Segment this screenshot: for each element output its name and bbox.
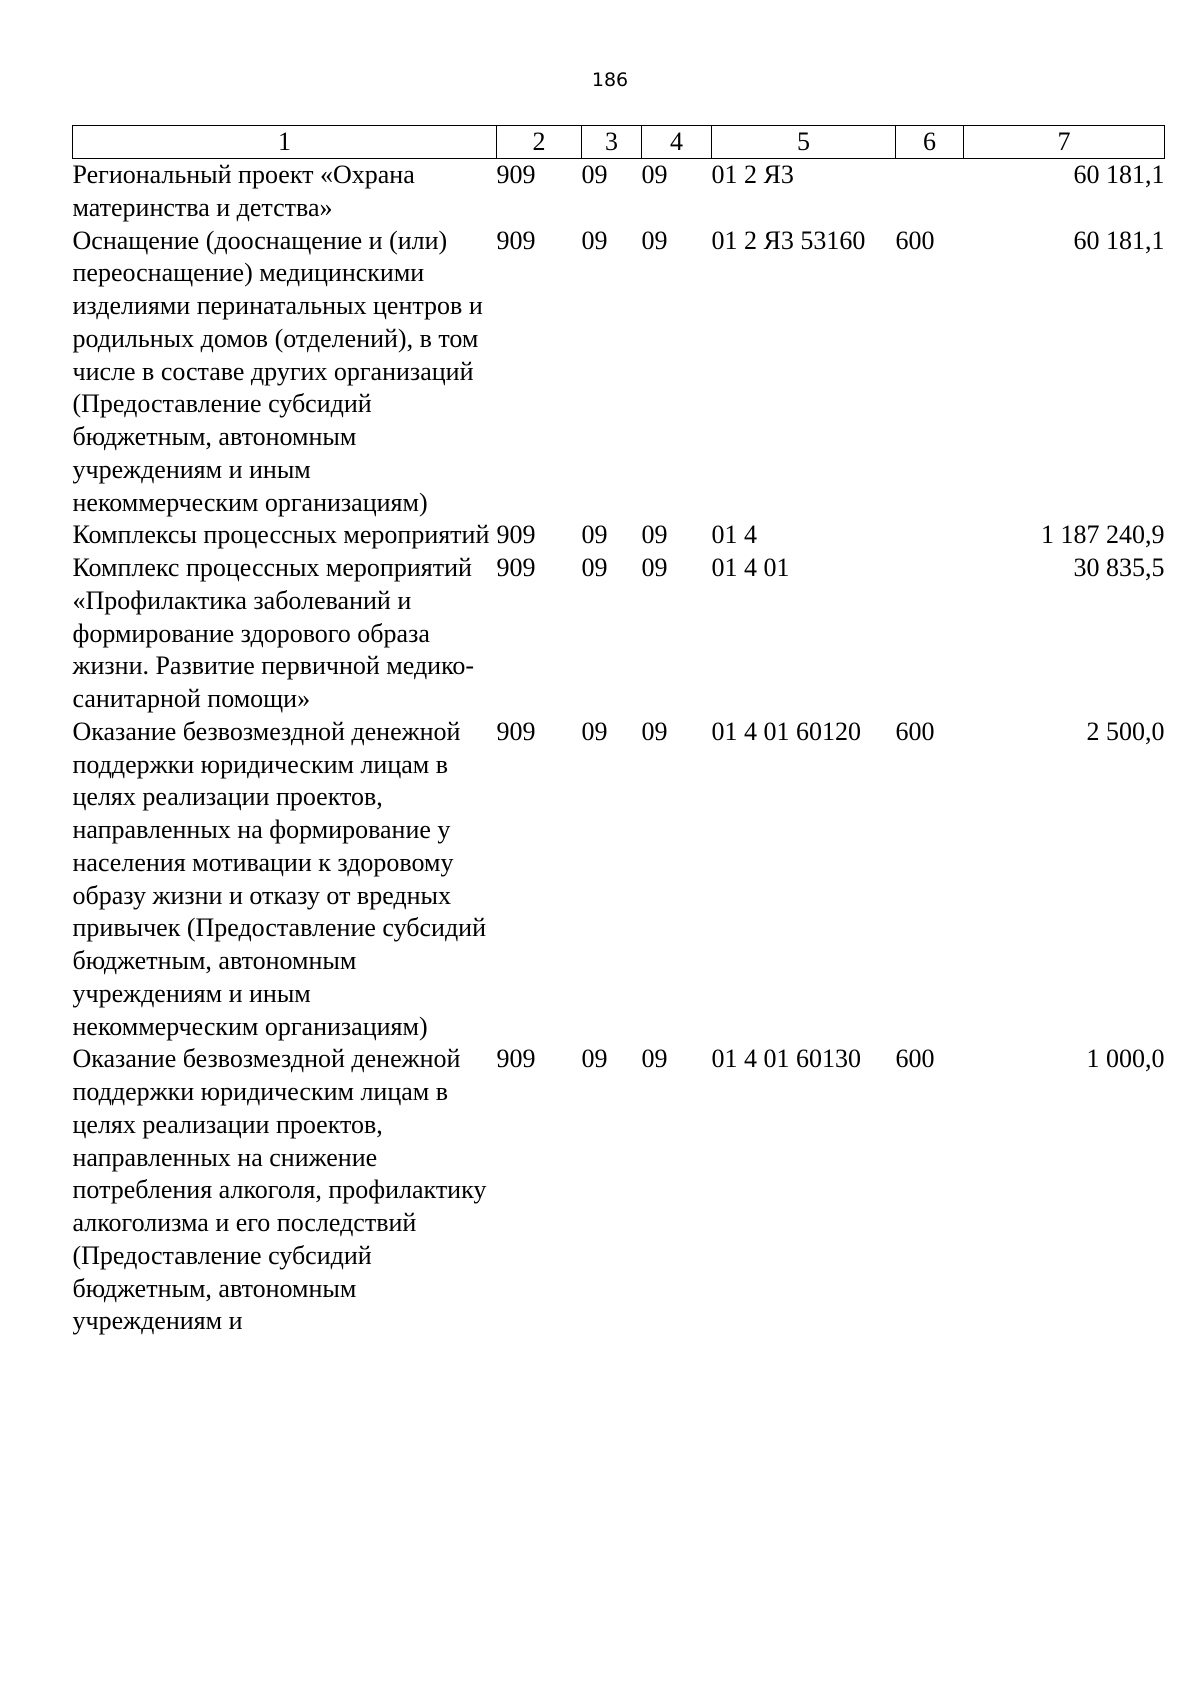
row-subsection: 09: [641, 1044, 668, 1074]
row-section: 09: [581, 160, 608, 189]
row-expense-type: [896, 552, 964, 716]
table-row: [73, 552, 1165, 716]
column-header: 1: [73, 126, 497, 159]
row-article: 01 4 01 60130: [711, 1044, 861, 1074]
row-name: Оказание безвозмездной денежной поддержки юридическим лицам в целях реализации проектов, направленных на снижение потребления алкоголя, профилактику алкоголизма и его последствий (Предоставление субсидий бюджетным, автономным учреждениям и: [72, 1044, 487, 1336]
row-article: 01 2 Я3 53160: [711, 225, 866, 255]
row-amount: 2 500,0: [1086, 716, 1165, 746]
row-subsection: 09: [641, 225, 668, 255]
row-expense-type: 600: [895, 716, 935, 746]
table-row: [73, 519, 1165, 552]
row-subsection: 09: [641, 716, 668, 746]
column-header: 2: [497, 126, 582, 159]
column-header: 3: [582, 126, 642, 159]
row-article: 01 4: [711, 520, 757, 550]
column-header: 6: [896, 126, 964, 159]
row-code: 909: [496, 160, 536, 189]
table-row: [73, 159, 1165, 225]
row-article: 01 4 01: [711, 553, 790, 582]
row-expense-type: 600: [895, 225, 935, 255]
table-header-row: [73, 126, 1165, 159]
row-code: 909: [496, 520, 536, 550]
row-name: Региональный проект «Охрана материнства и детства»: [72, 160, 415, 222]
row-code: 909: [496, 716, 536, 746]
row-article: 01 4 01 60120: [711, 716, 861, 746]
table-row: [73, 1043, 1165, 1338]
row-section: 09: [581, 553, 608, 582]
table-row: [73, 225, 1165, 520]
row-amount: 1 187 240,9: [1041, 520, 1165, 550]
row-amount: 60 181,1: [1073, 160, 1165, 189]
row-code: 909: [496, 225, 536, 255]
row-expense-type: [896, 159, 964, 225]
row-section: 09: [581, 1044, 608, 1074]
row-subsection: 09: [641, 160, 668, 189]
row-name: Комплекс процессных мероприятий «Профилактика заболеваний и формирование здорового образа жизни. Развитие первичной медико-санитарной помощи»: [72, 553, 475, 713]
row-amount: 1 000,0: [1086, 1044, 1165, 1074]
row-name: Оказание безвозмездной денежной поддержки юридическим лицам в целях реализации проектов, направленных на формирование у населения мотивации к здоровому образу жизни и отказу от вредных привычек (Предоставление субсидий бюджетным, автономным учреждениям и иным некоммерческим организациям): [72, 716, 486, 1041]
row-section: 09: [581, 716, 608, 746]
column-header: 5: [712, 126, 896, 159]
table-row: [73, 716, 1165, 1044]
row-subsection: 09: [641, 520, 668, 550]
page-number: 186: [591, 69, 629, 91]
row-section: 09: [581, 225, 608, 255]
row-name: Оснащение (дооснащение и (или) переоснащение) медицинскими изделиями перинатальных центров и родильных домов (отделений), в том числе в составе других организаций (Предоставление субсидий бюджетным, автономным учреждениям и иным некоммерческим организациям): [72, 225, 483, 517]
budget-table: [72, 125, 1165, 1338]
row-name: Комплексы процессных мероприятий: [72, 520, 490, 550]
row-code: 909: [496, 1044, 536, 1074]
row-amount: 30 835,5: [1073, 553, 1165, 582]
row-section: 09: [581, 520, 608, 550]
column-header: 7: [964, 126, 1165, 159]
row-article: 01 2 Я3: [711, 160, 794, 189]
row-code: 909: [496, 553, 536, 582]
column-header: 4: [642, 126, 712, 159]
row-expense-type: [896, 519, 964, 552]
row-expense-type: 600: [895, 1044, 935, 1074]
row-subsection: 09: [641, 553, 668, 582]
row-amount: 60 181,1: [1073, 225, 1165, 255]
